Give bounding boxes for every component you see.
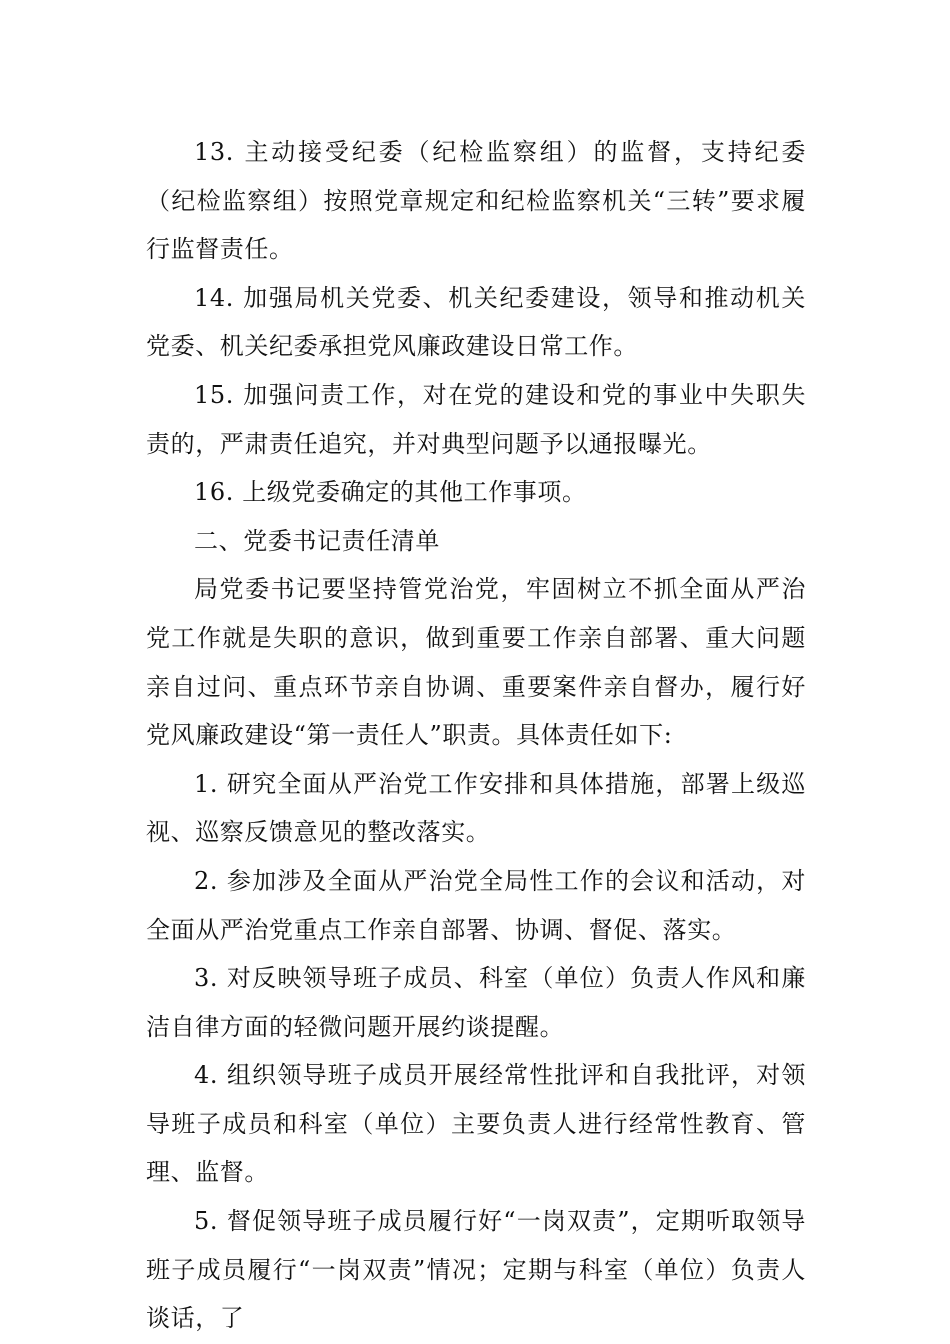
- list-item-1: 1. 研究全面从严治党工作安排和具体措施，部署上级巡视、巡察反馈意见的整改落实。: [146, 769, 806, 847]
- document-body: [146, 128, 806, 1343]
- list-item-3: 3. 对反映领导班子成员、科室（单位）负责人作风和廉洁自律方面的轻微问题开展约谈提醒。: [146, 964, 806, 1041]
- section-intro-paragraph: 局党委书记要坚持管党治党，牢固树立不抓全面从严治党工作就是失职的意识，做到重要工作亲自部署、重大问题亲自过问、重点环节亲自协调、重要案件亲自督办，履行好党风廉政建设“第一责任人”职责。具体责任如下:: [146, 575, 806, 750]
- list-item-4: 4. 组织领导班子成员开展经常性批评和自我批评，对领导班子成员和科室（单位）主要负责人进行经常性教育、管理、监督。: [146, 1061, 806, 1187]
- paragraph-item-16: 16. 上级党委确定的其他工作事项。: [194, 478, 587, 507]
- paragraph-item-13: 13. 主动接受纪委（纪检监察组）的监督，支持纪委（纪检监察组）按照党章规定和纪检监察机关“三转”要求履行监督责任。: [146, 138, 806, 264]
- paragraph-item-14: 14. 加强局机关党委、机关纪委建设，领导和推动机关党委、机关纪委承担党风廉政建设日常工作。: [146, 283, 806, 361]
- list-item-5: 5. 督促领导班子成员履行好“一岗双责”，定期听取领导班子成员履行“一岗双责”情况；定期与科室（单位）负责人谈话，了: [146, 1207, 806, 1333]
- section-heading: 二、党委书记责任清单: [194, 526, 440, 555]
- list-item-2: 2. 参加涉及全面从严治党全局性工作的会议和活动，对全面从严治党重点工作亲自部署、协调、督促、落实。: [146, 866, 806, 944]
- paragraph-item-15: 15. 加强问责工作，对在党的建设和党的事业中失职失责的，严肃责任追究，并对典型问题予以通报曝光。: [146, 380, 806, 458]
